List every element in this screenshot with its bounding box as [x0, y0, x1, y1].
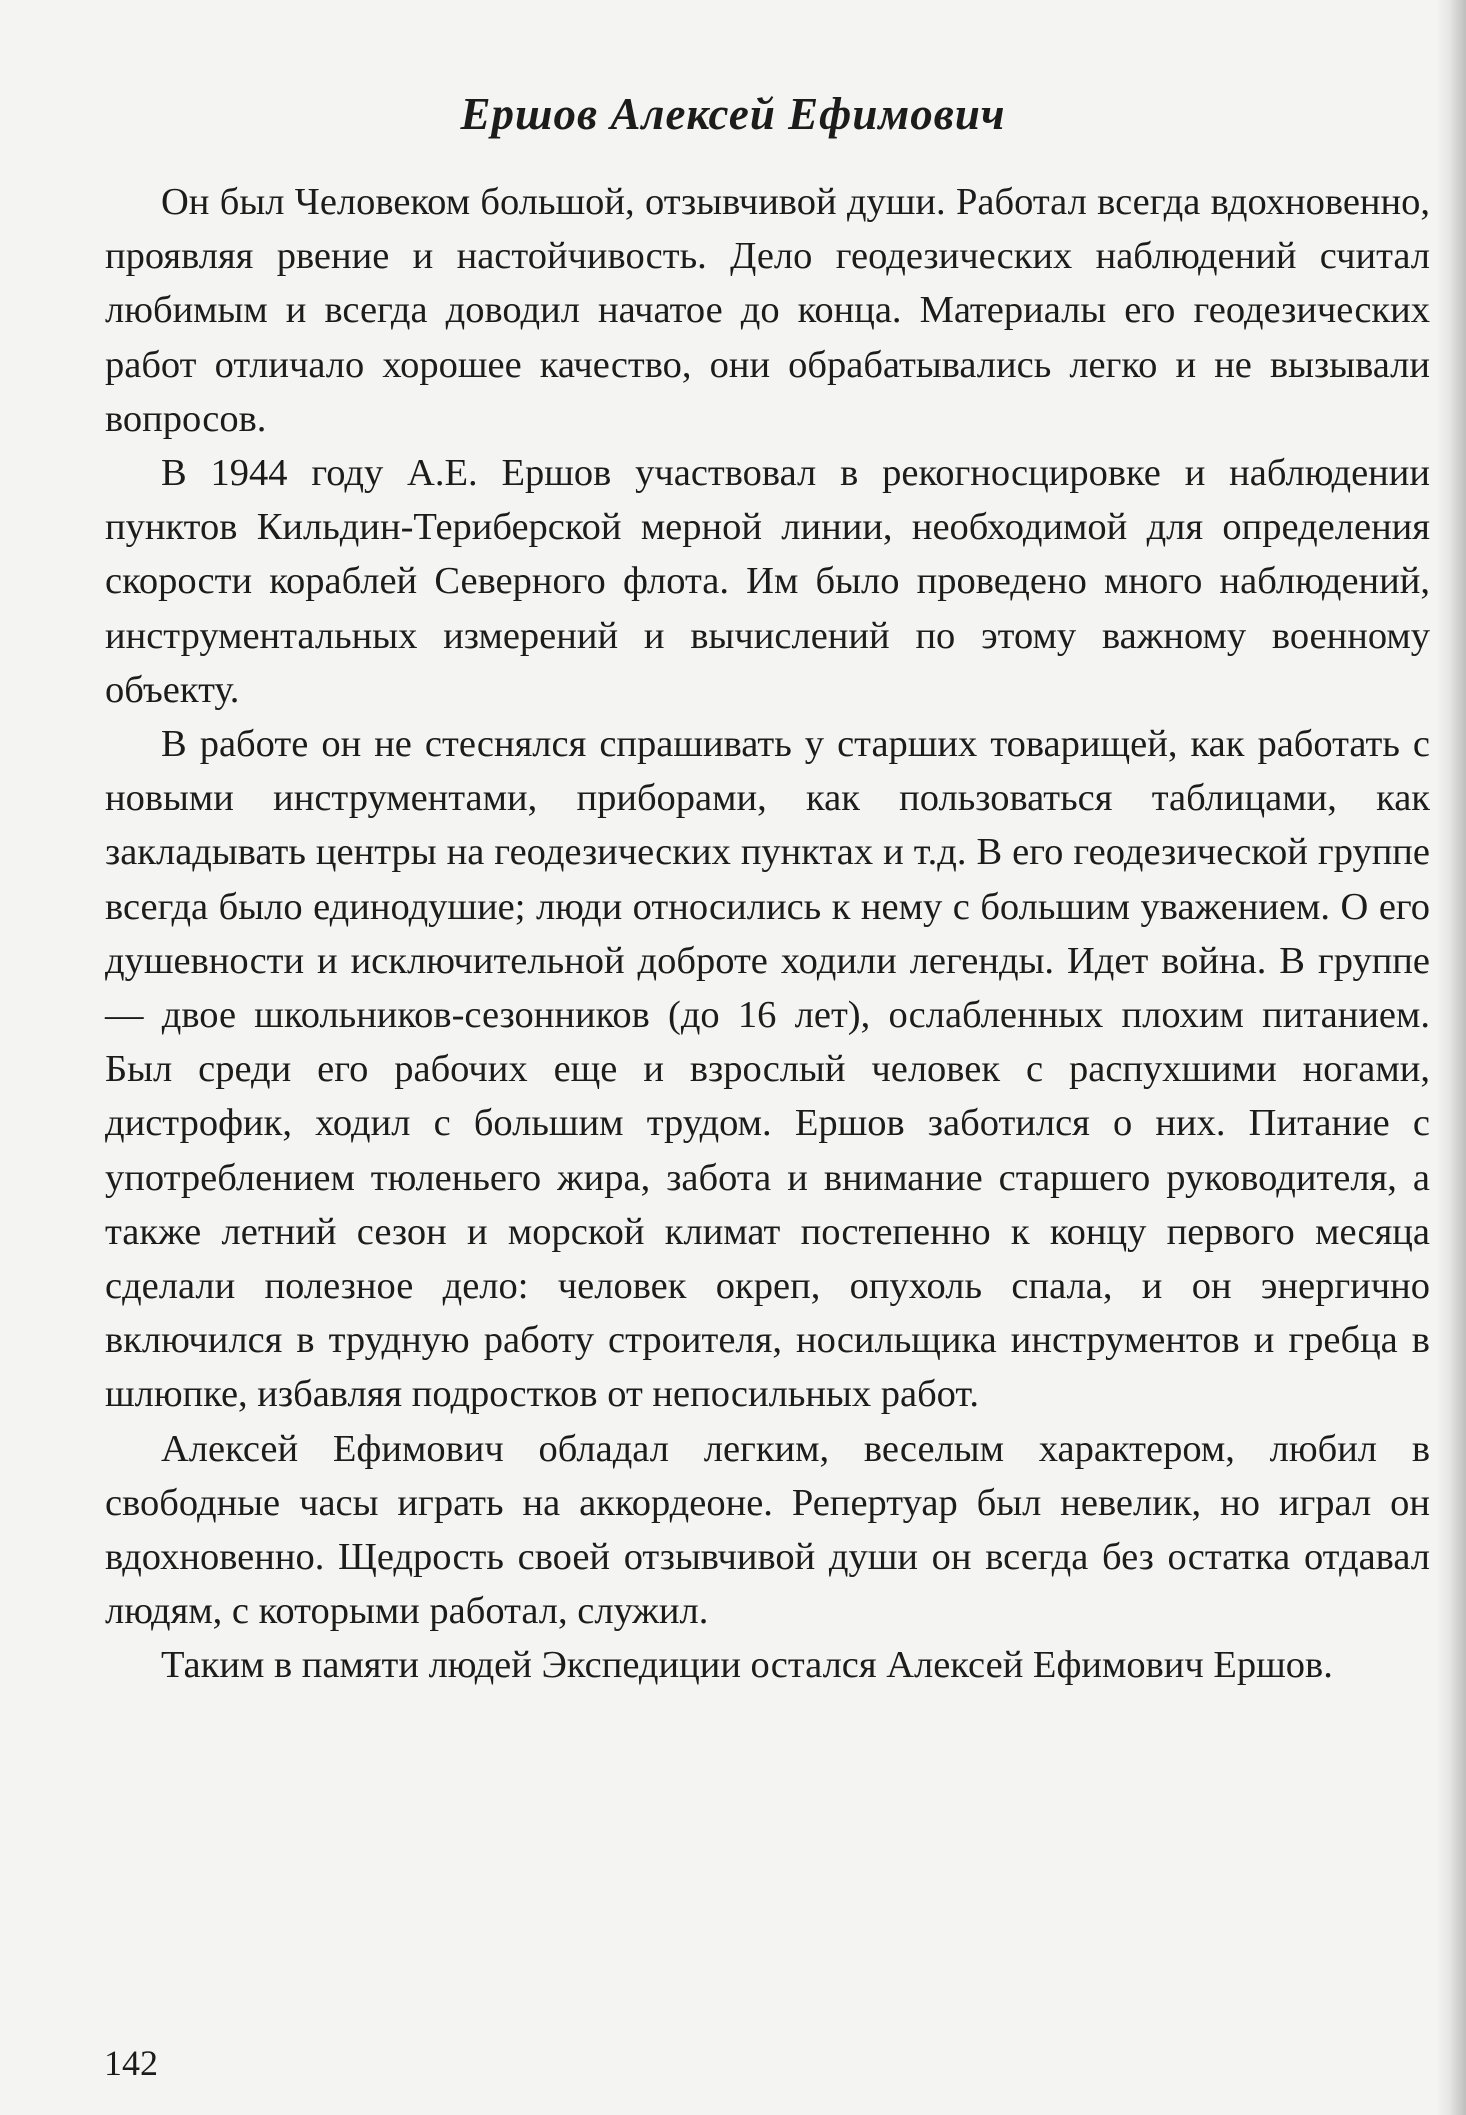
paragraph: Он был Человеком большой, отзывчивой души. Работал всегда вдохновенно, проявляя рвение и настойчивость. Дело геодезических наблюдений считал любимым и всегда доводил начатое до конца. Материалы его геодезических работ отличало хорошее качество, они обрабатывались легко и не вызывали вопросов.	[105, 181, 1430, 440]
paragraph: Алексей Ефимович обладал легким, веселым характером, любил в свободные часы играть на аккордеоне. Репертуар был невелик, но играл он вдохновенно. Щедрость своей отзывчивой души он всегда без остатка отдавал людям, с которыми работал, служил.	[105, 1427, 1430, 1633]
paragraph: В работе он не стеснялся спрашивать у старших товарищей, как работать с новыми инструментами, приборами, как пользоваться таблицами, как закладывать центры на геодезических пунктах и т.д. В его геодезической группе всегда было единодушие; люди относились к нему с большим уважением. О его душевности и исключительной доброте ходили легенды. Идет война. В группе — двое школьников-сезонников (до 16 лет), ослабленных плохим питанием. Был среди его рабочих еще и взрослый человек с распухшими ногами, дистрофик, ходил с большим трудом. Ершов заботился о них. Питание с употреблением тюленьего жира, забота и внимание старшего руководителя, а также летний сезон и морской климат постепенно к концу первого месяца сделали полезное дело: человек окреп, опухоль спала, и он энергично включился в трудную работу строителя, носильщика инструментов и гребца в шлюпке, избавляя подростков от непосильных работ.	[105, 723, 1430, 1416]
page-title: Ершов Алексей Ефимович	[460, 89, 1006, 139]
body-text	[105, 175, 1430, 1693]
paragraph: В 1944 году А.Е. Ершов участвовал в рекогносцировке и наблюдении пунктов Кильдин-Териберской мерной линии, необходимой для определения скорости кораблей Северного флота. Им было проведено много наблюдений, инструментальных измерений и вычислений по этому важному военному объекту.	[105, 452, 1430, 711]
book-gutter-shadow	[1436, 0, 1466, 2115]
page-number: 142	[104, 2043, 158, 2083]
paragraph: Таким в памяти людей Экспедиции остался Алексей Ефимович Ершов.	[161, 1644, 1333, 1687]
